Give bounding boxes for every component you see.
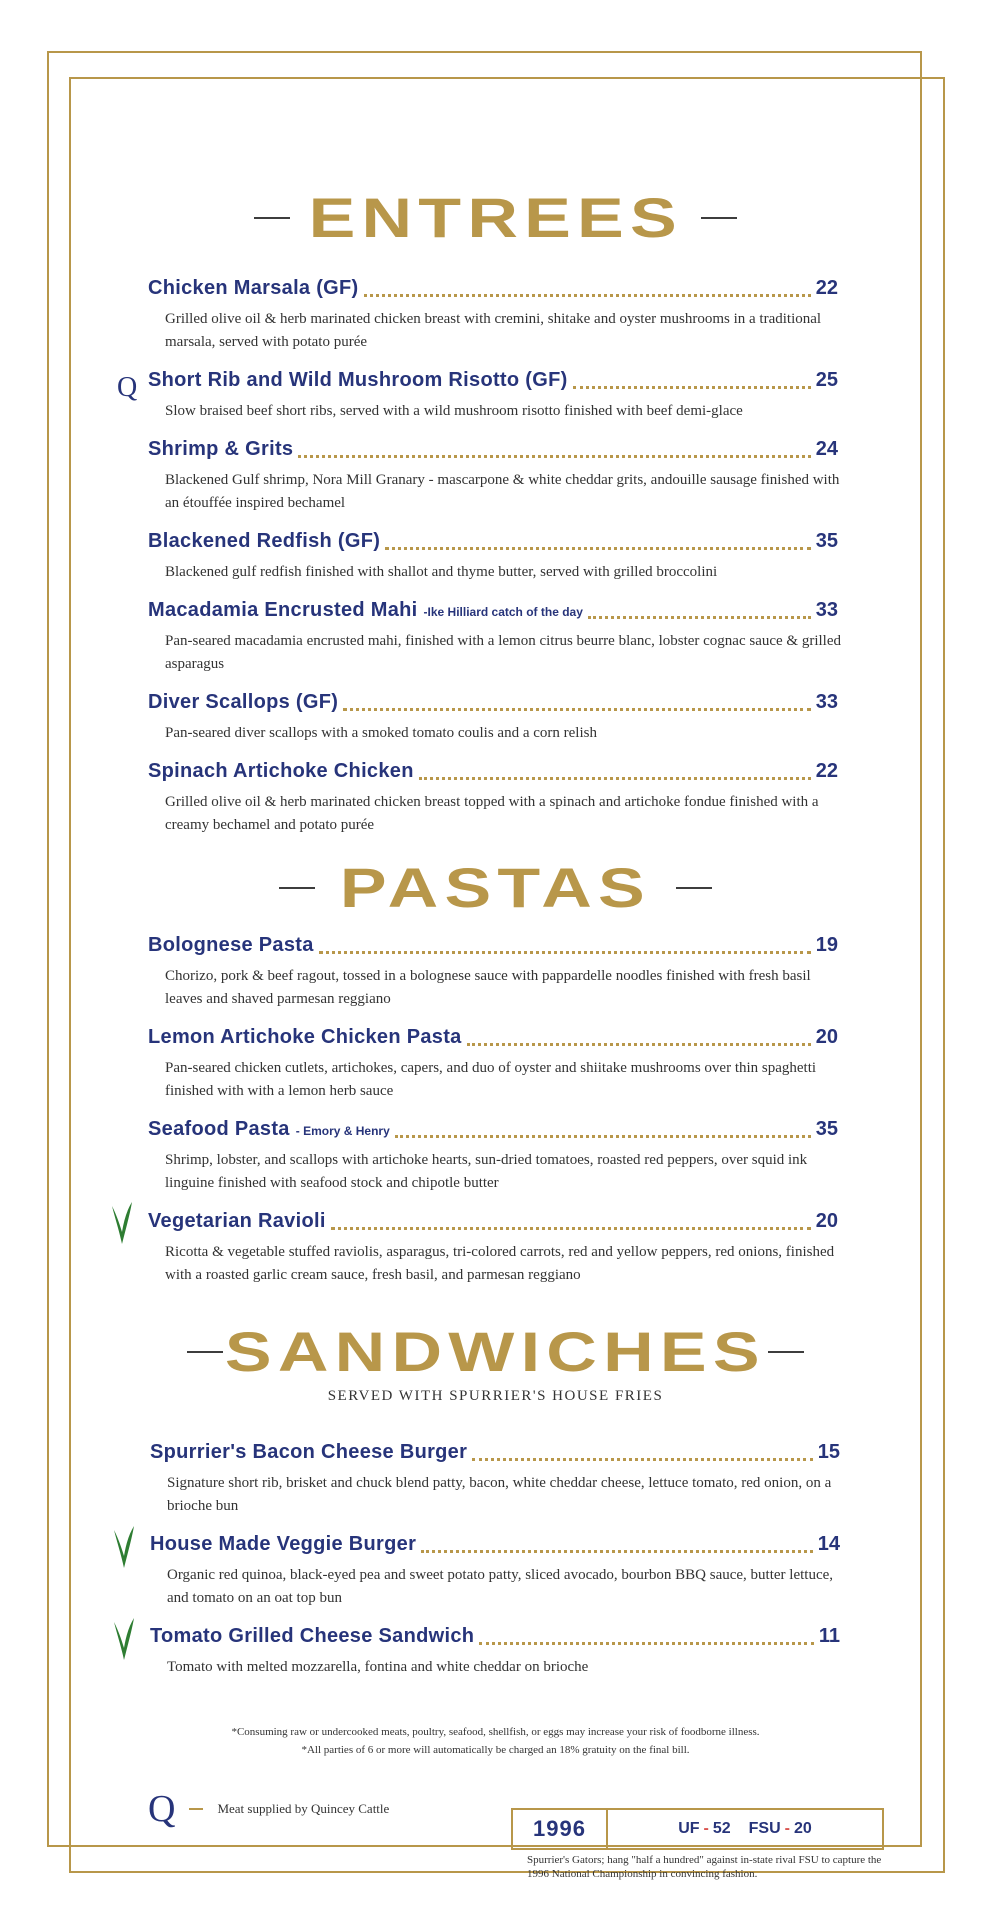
- trivia-box: [511, 1808, 884, 1850]
- menu-item-veggie-burger: [150, 1533, 840, 1610]
- header-dash-right: [701, 217, 737, 219]
- item-price: 25: [815, 369, 838, 391]
- leader-dots: [573, 386, 811, 389]
- item-name: Diver Scallops (GF): [148, 691, 339, 713]
- item-name: Vegetarian Ravioli: [148, 1210, 326, 1232]
- item-name: Short Rib and Wild Mushroom Risotto (GF): [148, 369, 568, 391]
- item-name: House Made Veggie Burger: [150, 1533, 417, 1555]
- item-note: -Ike Hilliard catch of the day: [423, 605, 583, 619]
- item-description: Slow braised beef short ribs, served with a wild mushroom risotto finished with beef demi-glace: [165, 403, 743, 419]
- leader-dots: [364, 294, 811, 297]
- menu-item-macadamia-mahi: [148, 599, 841, 676]
- score-separator: -: [784, 1820, 790, 1837]
- menu-item-blackened-redfish: [148, 530, 838, 584]
- item-description: Pan-seared diver scallops with a smoked tomato coulis and a corn relish: [165, 725, 597, 741]
- item-price: 11: [818, 1625, 840, 1647]
- menu-item-lemon-artichoke-pasta: [148, 1026, 838, 1103]
- item-price: 20: [815, 1210, 838, 1232]
- score-fsu: [749, 1820, 812, 1838]
- leader-dots: [343, 708, 811, 711]
- item-description: Tomato with melted mozzarella, fontina and white cheddar on brioche: [167, 1659, 589, 1675]
- item-description: Signature short rib, brisket and chuck blend patty, bacon, white cheddar cheese, lettuce tomato, red onion, on a brioche bun: [167, 1475, 832, 1514]
- item-name: Tomato Grilled Cheese Sandwich: [150, 1625, 475, 1647]
- trivia-year: 1996: [513, 1810, 608, 1848]
- item-name: Blackened Redfish (GF): [148, 530, 381, 552]
- item-name: Macadamia Encrusted Mahi: [148, 599, 418, 621]
- team-name: FSU: [748, 1820, 781, 1837]
- item-description: Organic red quinoa, black-eyed pea and sweet potato patty, sliced avocado, bourbon BBQ sauce, butter lettuce, and tomato on an oat top bun: [167, 1567, 834, 1606]
- item-name: Lemon Artichoke Chicken Pasta: [148, 1026, 462, 1048]
- legend-dash: [189, 1808, 203, 1810]
- score-separator: -: [703, 1820, 709, 1837]
- item-price: 14: [817, 1533, 840, 1555]
- leader-dots: [472, 1458, 813, 1461]
- leader-dots: [479, 1642, 814, 1645]
- item-description: Ricotta & vegetable stuffed raviolis, asparagus, tri-colored carrots, red and yellow peppers, red onions, finished with a roasted garlic cream sauce, fresh basil, and parmesan reggiano: [165, 1244, 835, 1283]
- trivia-score: [608, 1820, 882, 1838]
- header-dash-left: [279, 887, 315, 889]
- entrees-title: ENTREES: [308, 186, 683, 249]
- menu-item-seafood-pasta: [148, 1118, 838, 1195]
- leader-dots: [319, 951, 811, 954]
- menu-item-vegetarian-ravioli: [148, 1210, 838, 1287]
- menu-item-diver-scallops: [148, 691, 838, 745]
- leader-dots: [395, 1135, 811, 1138]
- item-description: Pan-seared chicken cutlets, artichokes, capers, and duo of oyster and shiitake mushrooms over thin spaghetti finished with with a lemon herb sauce: [165, 1060, 817, 1099]
- header-dash-left: [254, 217, 290, 219]
- quincey-q-icon: Q: [117, 372, 138, 403]
- pastas-header: [0, 856, 991, 919]
- menu-item-spinach-artichoke-chicken: [148, 760, 838, 837]
- score-uf: [678, 1820, 730, 1838]
- item-description: Grilled olive oil & herb marinated chicken breast with cremini, shitake and oyster mushrooms in a traditional marsala, served with potato purée: [165, 311, 822, 350]
- header-dash-left: [187, 1351, 223, 1353]
- leader-dots: [298, 455, 810, 458]
- item-name: Chicken Marsala (GF): [148, 277, 359, 299]
- trivia-caption: Spurrier's Gators; hang "half a hundred" against in-state rival FSU to capture the 1996 National Championship in convincing fashion.: [527, 1854, 882, 1880]
- item-price: 35: [815, 530, 838, 552]
- item-note: - Emory & Henry: [295, 1124, 390, 1138]
- item-name: Spinach Artichoke Chicken: [148, 760, 414, 782]
- leader-dots: [467, 1043, 811, 1046]
- sandwiches-header: [0, 1320, 991, 1383]
- leader-dots: [421, 1550, 813, 1553]
- item-name: Shrimp & Grits: [148, 438, 294, 460]
- leader-dots: [385, 547, 811, 550]
- item-description: Chorizo, pork & beef ragout, tossed in a bolognese sauce with pappardelle noodles finished with fresh basil leaves and shaved parmesan reggiano: [165, 968, 811, 1007]
- disclaimer-foodborne: *Consuming raw or undercooked meats, poultry, seafood, shellfish, or eggs may increase your risk of foodborne illness.: [231, 1726, 760, 1738]
- item-description: Blackened Gulf shrimp, Nora Mill Granary - mascarpone & white cheddar grits, andouille sausage finished with an étouffée inspired bechamel: [165, 472, 840, 511]
- header-dash-right: [676, 887, 712, 889]
- quincey-q-icon: Q: [148, 1788, 176, 1830]
- leader-dots: [419, 777, 811, 780]
- menu-item-bolognese-pasta: [148, 934, 838, 1011]
- item-description: Blackened gulf redfish finished with shallot and thyme butter, served with grilled broccolini: [165, 564, 718, 580]
- sandwiches-subtitle: SERVED WITH SPURRIER'S HOUSE FRIES: [327, 1388, 664, 1404]
- item-price: 19: [815, 934, 838, 956]
- item-price: 22: [815, 760, 838, 782]
- vegetarian-leaf-icon: [110, 1200, 134, 1246]
- item-description: Shrimp, lobster, and scallops with artichoke hearts, sun-dried tomatoes, roasted red peppers, over squid ink linguine finished with seafood stock and chipotle butter: [165, 1152, 808, 1191]
- item-name: Spurrier's Bacon Cheese Burger: [150, 1441, 468, 1463]
- vegetarian-leaf-icon: [112, 1524, 136, 1570]
- entrees-header: [0, 186, 991, 249]
- menu-item-chicken-marsala: [148, 277, 838, 354]
- item-price: 20: [815, 1026, 838, 1048]
- sandwiches-title: SANDWICHES: [225, 1320, 766, 1383]
- leader-dots: [588, 616, 811, 619]
- menu-item-tomato-grilled-cheese: [150, 1625, 840, 1679]
- leader-dots: [331, 1227, 811, 1230]
- item-price: 24: [815, 438, 838, 460]
- vegetarian-leaf-icon: [112, 1616, 136, 1662]
- menu-item-short-rib-risotto: [148, 369, 838, 423]
- item-description: Pan-seared macadamia encrusted mahi, finished with a lemon citrus beurre blanc, lobster cognac sauce & grilled asparagus: [165, 633, 841, 672]
- legend-quincey-cattle: [148, 1790, 389, 1828]
- item-name: Bolognese Pasta: [148, 934, 314, 956]
- item-description: Grilled olive oil & herb marinated chicken breast topped with a spinach and artichoke fondue finished with a creamy bechamel and potato purée: [165, 794, 819, 833]
- menu-item-bacon-cheese-burger: [150, 1441, 840, 1518]
- team-score: 20: [793, 1820, 812, 1837]
- disclaimer-gratuity: *All parties of 6 or more will automatically be charged an 18% gratuity on the final bill.: [301, 1744, 690, 1756]
- pastas-title: PASTAS: [339, 856, 652, 919]
- legend-text: Meat supplied by Quincey Cattle: [217, 1801, 390, 1816]
- item-price: 33: [815, 599, 838, 621]
- header-dash-right: [768, 1351, 804, 1353]
- item-price: 35: [815, 1118, 838, 1140]
- item-name: Seafood Pasta: [148, 1118, 290, 1140]
- menu-item-shrimp-grits: [148, 438, 838, 515]
- team-score: 52: [712, 1820, 731, 1837]
- item-price: 33: [815, 691, 838, 713]
- item-price: 22: [815, 277, 838, 299]
- team-name: UF: [678, 1820, 700, 1837]
- item-price: 15: [817, 1441, 840, 1463]
